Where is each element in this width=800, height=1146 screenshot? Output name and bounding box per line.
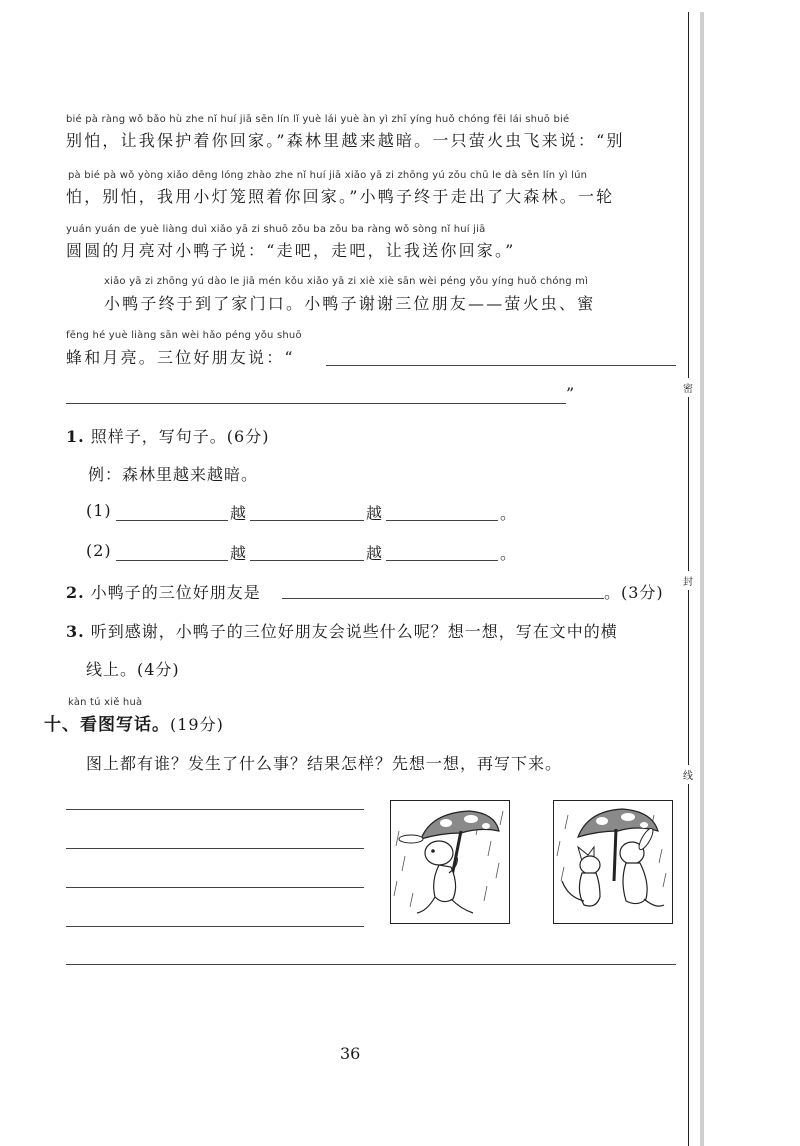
item-1-label: (1) xyxy=(86,501,112,520)
section-10-heading: 十、看图写话。 xyxy=(44,715,170,735)
passage-line2-pinyin: pà bié pà wǒ yòng xiǎo dēng lóng zhào zhe nǐ huí jiā xiǎo yā zi zhōng yú zǒu chū le dà sēn lín yì lún xyxy=(68,170,588,181)
section-10-pinyin: kàn tú xiě huà xyxy=(68,697,143,708)
example-sentence: 例：森林里越来越暗。 xyxy=(88,465,259,484)
passage-line3-pinyin: yuán yuán de yuè liàng duì xiǎo yā zi shuō zǒu ba zǒu ba ràng wǒ sòng nǐ huí jiā xyxy=(66,224,486,235)
passage-line2: 怕，别怕，我用小灯笼照着你回家。”小鸭子终于走出了大森林。一轮 xyxy=(66,187,615,206)
question-2 xyxy=(66,580,261,603)
question-3 xyxy=(66,619,618,642)
writing-line-5[interactable] xyxy=(66,964,676,965)
picture-1-drawing xyxy=(391,801,509,923)
question-2-blank[interactable] xyxy=(282,598,604,599)
closing-quote: ” xyxy=(566,384,577,403)
binding-char-feng: 封 xyxy=(683,571,693,590)
writing-line-2[interactable] xyxy=(66,848,364,849)
item-2-period: 。 xyxy=(500,544,518,563)
item-1-yue-b: 越 xyxy=(366,504,384,523)
picture-1-rabbit-mushroom xyxy=(390,800,510,924)
binding-char-xian: 线 xyxy=(683,765,693,784)
answer-blank-friends-say-2[interactable] xyxy=(66,403,566,404)
passage-line5-pinyin: fēng hé yuè liàng sān wèi hǎo péng yǒu shuō xyxy=(66,330,302,341)
question-2-text: 小鸭子的三位好朋友是 xyxy=(90,583,261,602)
item-2-yue-b: 越 xyxy=(366,544,384,563)
passage-line4: 小鸭子终于到了家门口。小鸭子谢谢三位朋友——萤火虫、蜜 xyxy=(104,294,596,313)
question-2-score: 。(3分) xyxy=(604,583,664,602)
writing-line-4[interactable] xyxy=(66,926,364,927)
item-1-yue-a: 越 xyxy=(230,504,248,523)
question-3-continued: 线上。(4分) xyxy=(86,660,180,679)
passage-line4-pinyin: xiǎo yā zi zhōng yú dào le jiā mén kǒu xiǎo yā zi xiè xiè sān wèi péng yǒu yíng huǒ chóng mì xyxy=(104,276,589,287)
writing-line-1[interactable] xyxy=(66,809,364,810)
item-1-blank-b[interactable] xyxy=(250,520,364,521)
passage-line3: 圆圆的月亮对小鸭子说：“走吧，走吧，让我送你回家。” xyxy=(66,241,516,260)
question-1-text: 照样子，写句子。(6分) xyxy=(90,427,270,446)
item-1-blank-c[interactable] xyxy=(386,520,498,521)
item-2-label: (2) xyxy=(86,541,112,560)
item-2-yue-a: 越 xyxy=(230,544,248,563)
passage-line5: 蜂和月亮。三位好朋友说：“ xyxy=(66,348,295,367)
item-2-blank-a[interactable] xyxy=(116,560,228,561)
section-10-score: (19分) xyxy=(170,715,224,734)
binding-edge xyxy=(700,12,704,1146)
question-3-number: 3. xyxy=(66,622,85,641)
question-1 xyxy=(66,424,269,447)
picture-2-drawing xyxy=(554,801,672,923)
passage-line1-pinyin: bié pà ràng wǒ bǎo hù zhe nǐ huí jiā sēn lín lǐ yuè lái yuè àn yì zhī yíng huǒ chóng fēi lái shuō bié xyxy=(66,114,570,125)
question-1-number: 1. xyxy=(66,427,85,446)
question-2-number: 2. xyxy=(66,583,85,602)
item-2-blank-c[interactable] xyxy=(386,560,498,561)
section-10-title xyxy=(44,710,224,735)
item-1-period: 。 xyxy=(500,504,518,523)
binding-char-mi: 密 xyxy=(683,378,693,397)
picture-2-rabbit-fox-mushroom xyxy=(553,800,673,924)
page-number: 36 xyxy=(340,1044,361,1063)
item-2-blank-b[interactable] xyxy=(250,560,364,561)
item-1-blank-a[interactable] xyxy=(116,520,228,521)
writing-line-3[interactable] xyxy=(66,887,364,888)
passage-line1: 别怕，让我保护着你回家。”森林里越来越暗。一只萤火虫飞来说：“别 xyxy=(66,131,625,150)
picture-prompt: 图上都有谁？发生了什么事？结果怎样？先想一想，再写下来。 xyxy=(86,754,563,773)
question-3-text: 听到感谢，小鸭子的三位好朋友会说些什么呢？想一想，写在文中的横 xyxy=(90,622,618,641)
answer-blank-friends-say-1[interactable] xyxy=(326,365,676,366)
